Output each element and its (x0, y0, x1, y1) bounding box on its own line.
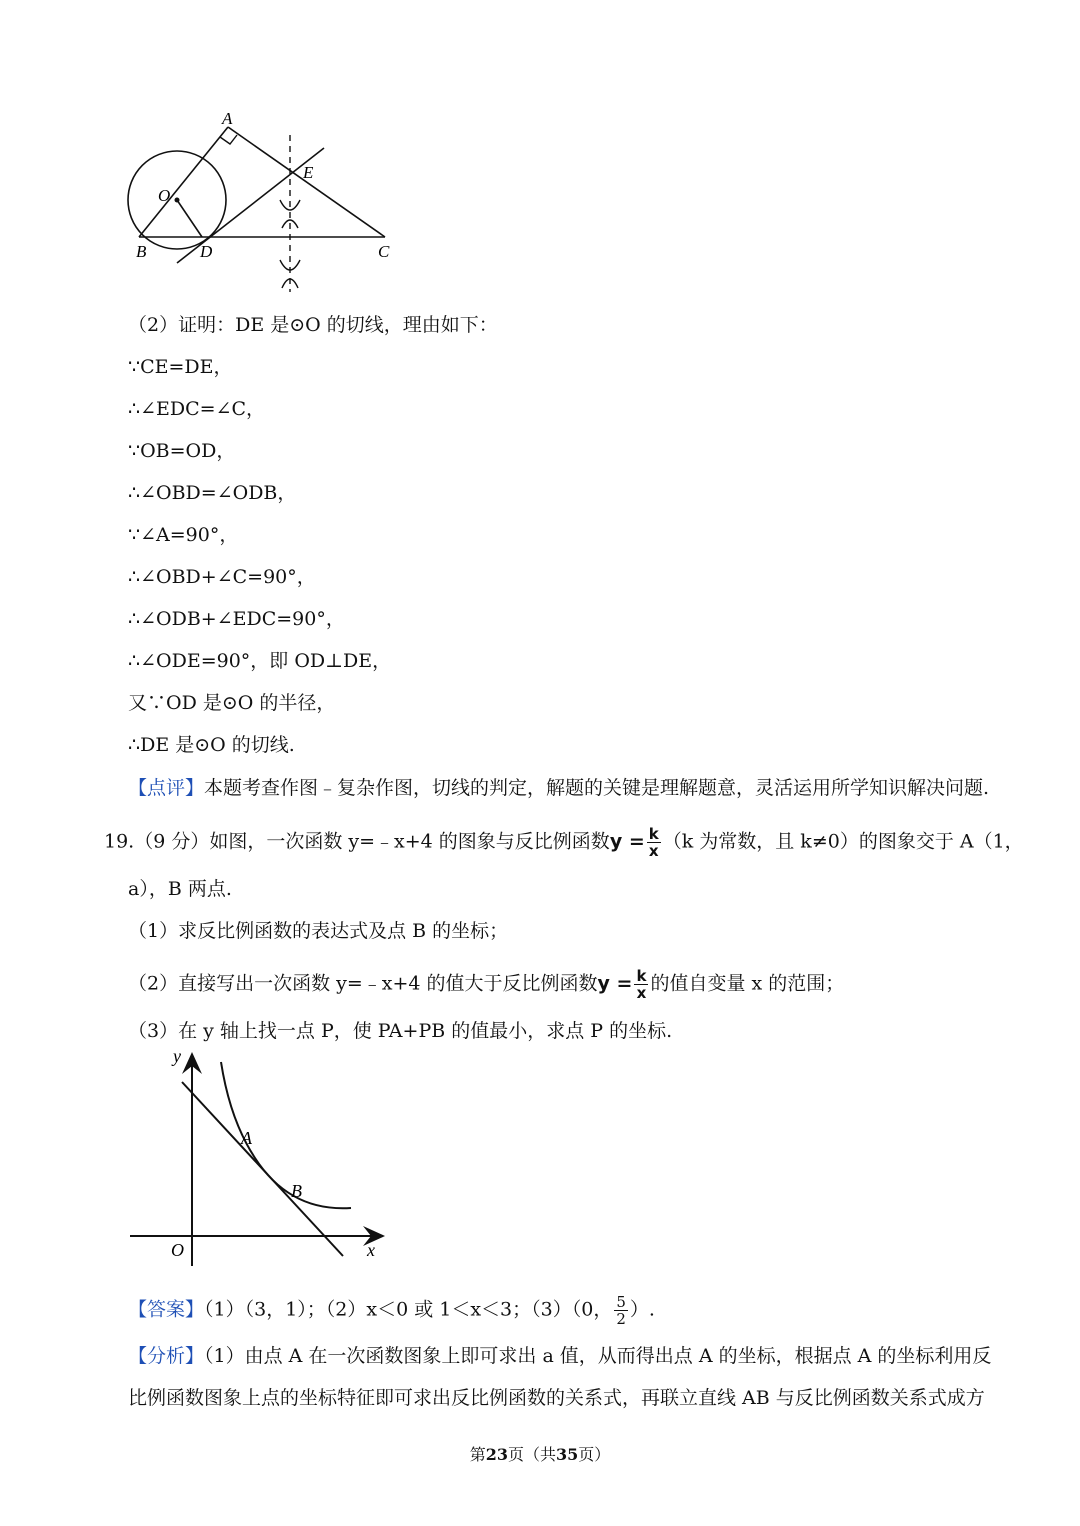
point-a-label: A (241, 1128, 252, 1148)
proof-step: 又∵OD 是⊙O 的半径， (128, 692, 336, 714)
page-footer: 第23页（共35页） (469, 1445, 611, 1464)
page-number: 23 (485, 1445, 508, 1464)
label-e: E (303, 163, 314, 182)
comment-paragraph (128, 775, 989, 801)
analysis-text-1: （1）由点 A 在一次函数图象上即可求出 a 值，从而得出点 A 的坐标，根据点 A 的坐标利用反 (204, 1345, 992, 1367)
proof-step: ∵∠A=90°， (128, 524, 239, 546)
answer-paragraph (128, 1294, 655, 1327)
segment-od (177, 200, 202, 237)
part2-text-a: （2）直接写出一次函数 y=﹣x+4 的值大于反比例函数 (128, 972, 598, 995)
part2-y-eq: y = (597, 972, 633, 995)
comment-text: 本题考查作图﹣复杂作图，切线的判定，解题的关键是理解题意，灵活运用所学知识解决问题. (204, 777, 990, 799)
proof-step: ∵OB=OD， (128, 440, 236, 462)
label-d: D (200, 242, 213, 261)
q19-text-a: 19.（9 分）如图，一次函数 y=﹣x+4 的图象与反比例函数 (104, 830, 610, 853)
answer-text: （1）（3，1）；（2）x＜0 或 1＜x＜3；（3）（0， (204, 1298, 613, 1321)
point-b-label: B (291, 1181, 302, 1201)
answer-tail: ）. (629, 1298, 655, 1321)
proof-step: ∵CE=DE， (128, 356, 233, 378)
question-part2 (128, 968, 844, 1001)
part2-text-b: 的值自变量 x 的范围； (650, 972, 845, 995)
label-o: O (158, 186, 171, 205)
proof-step: ∴∠OBD=∠ODB， (128, 482, 297, 504)
proof-intro: （2）证明：DE 是⊙O 的切线，理由如下： (128, 314, 498, 336)
right-angle-mark (220, 135, 237, 144)
q19-text-b: （k 为常数，且 k≠0）的图象交于 A（1， (662, 830, 1024, 853)
fraction-k-over-x: $\frac{k}{x}$ (636, 967, 647, 1002)
segment-ba (139, 127, 228, 237)
label-c: C (378, 242, 390, 261)
q19-y-eq: y = (609, 830, 645, 853)
segment-ac (228, 127, 385, 237)
function-graph (125, 1040, 395, 1270)
center-point (175, 198, 180, 203)
question-part1: （1）求反比例函数的表达式及点 B 的坐标； (128, 920, 509, 942)
question-19-line1 (104, 826, 1024, 859)
proof-step: ∴DE 是⊙O 的切线. (128, 734, 295, 756)
question-19-line2: a），B 两点. (128, 878, 232, 900)
axis-label-y: y (173, 1046, 181, 1066)
proof-step: ∴∠EDC=∠C， (128, 398, 266, 420)
proof-step: ∴∠ODE=90°，即 OD⊥DE， (128, 650, 392, 672)
page-total: 35 (556, 1445, 579, 1464)
label-a: A (222, 109, 233, 128)
fraction-5-over-2: $\frac{5}{2}$ (616, 1293, 626, 1328)
proof-step: ∴∠ODB+∠EDC=90°， (128, 608, 345, 630)
geometry-figure (120, 100, 410, 300)
analysis-tag: 【分析】 (128, 1345, 205, 1367)
label-b: B (136, 242, 147, 261)
analysis-line2: 比例函数图象上点的坐标特征即可求出反比例函数的关系式，再联立直线 AB 与反比例函数关系式成方 (128, 1387, 985, 1409)
analysis-line1 (128, 1343, 991, 1369)
proof-step: ∴∠OBD+∠C=90°， (128, 566, 316, 588)
answer-tag: 【答案】 (128, 1298, 205, 1321)
origin-label: O (171, 1240, 184, 1260)
comment-tag: 【点评】 (128, 777, 205, 799)
axis-label-x: x (367, 1240, 375, 1260)
fraction-k-over-x: $\frac{k}{x}$ (648, 825, 659, 860)
question-part3: （3）在 y 轴上找一点 P，使 PA+PB 的值最小，求点 P 的坐标. (128, 1020, 673, 1042)
